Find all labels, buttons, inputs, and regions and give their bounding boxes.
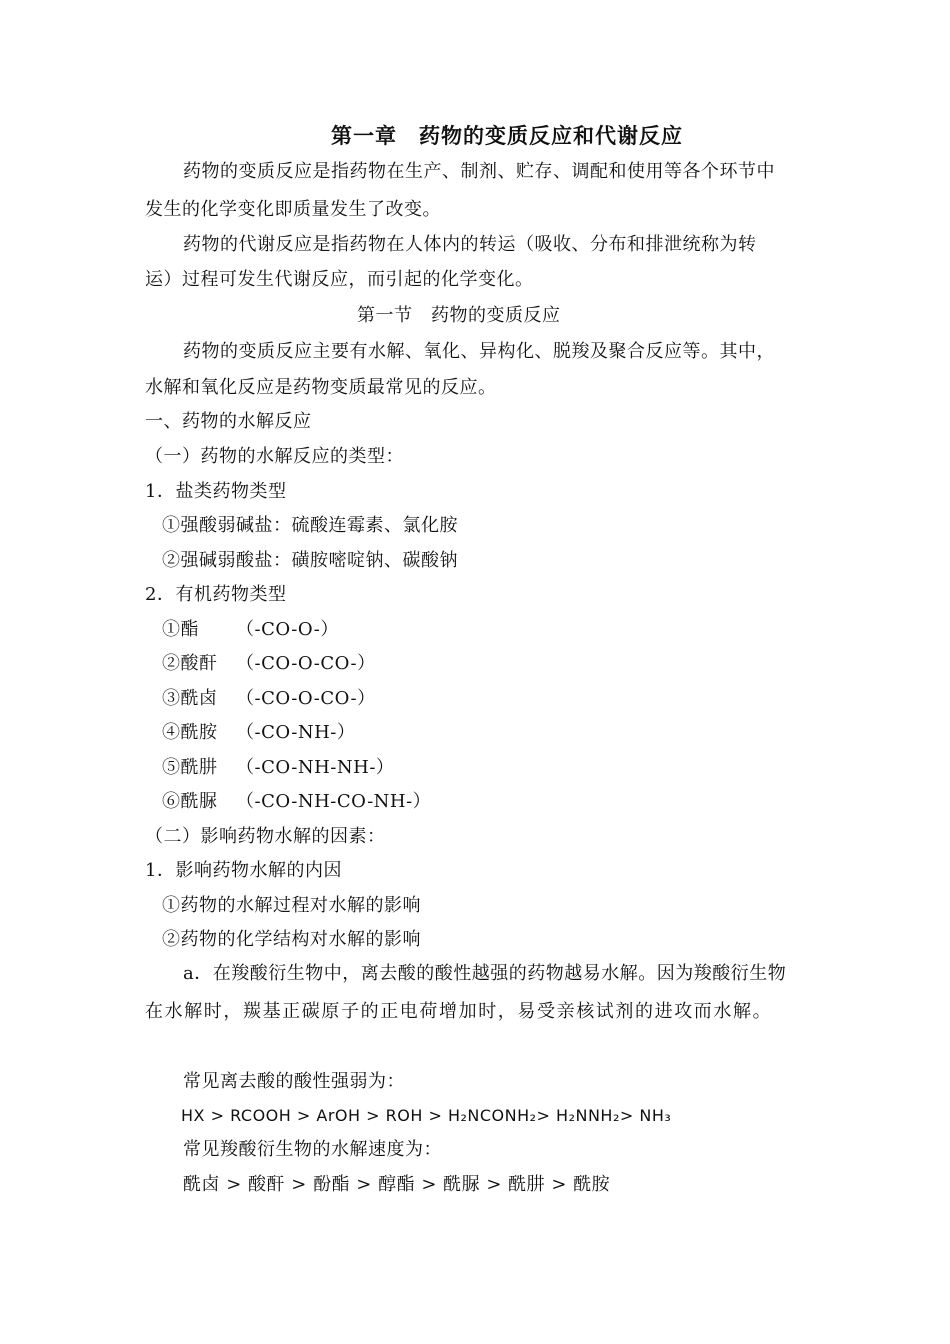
rate-label: 常见羧酸衍生物的水解速度为：: [183, 1139, 442, 1160]
acidity-item: ROH: [385, 1106, 423, 1125]
organic-item-group: （-CO-O-CO-）: [236, 653, 376, 674]
acidity-item: RCOOH: [230, 1106, 292, 1125]
internal-factor-item-2: ②药物的化学结构对水解的影响: [162, 929, 421, 950]
organic-item-group: （-CO-NH-CO-NH-）: [236, 791, 432, 812]
acidity-order: HX > RCOOH > ArOH > ROH > H₂NCONH₂> H₂NNH₂> NH₃: [181, 1106, 672, 1125]
section-paragraph-line-1: 药物的变质反应主要有水解、氧化、异构化、脱羧及聚合反应等。其中，: [183, 341, 775, 362]
internal-factors-heading: 1．影响药物水解的内因: [145, 860, 342, 881]
internal-factor-item-1: ①药物的水解过程对水解的影响: [162, 895, 421, 916]
acidity-item: NH₃: [639, 1106, 672, 1125]
rate-order: 酰卤 > 酸酐 > 酚酯 > 醇酯 > 酰脲 > 酰肼 > 酰胺: [183, 1174, 611, 1195]
chapter-title: 第一章 药物的变质反应和代谢反应: [331, 124, 683, 148]
rate-item: 醇酯: [378, 1174, 416, 1195]
section-heading: 第一节 药物的变质反应: [357, 305, 561, 326]
organic-item-name: ④酰胺: [162, 722, 218, 743]
organic-item-name: ⑤酰肼: [162, 757, 218, 778]
paragraph-a-line-1: a．在羧酸衍生物中，离去酸的酸性越强的药物越易水解。因为羧酸衍生物: [183, 963, 787, 984]
rate-item: 酚酯: [313, 1174, 351, 1195]
rate-item: 酰脲: [443, 1174, 481, 1195]
intro-paragraph-2-line-2: 运）过程可发生代谢反应，而引起的化学变化。: [145, 269, 534, 290]
acidity-item: H₂NCONH₂: [447, 1106, 537, 1125]
acidity-item: H₂NNH₂: [556, 1106, 620, 1125]
paragraph-a-line-2: 在水解时，羰基正碳原子的正电荷增加时，易受亲核试剂的进攻而水解。: [145, 1001, 773, 1022]
organic-item-group: （-CO-NH-）: [236, 722, 356, 743]
organic-item-group: （-CO-O-CO-）: [236, 688, 376, 709]
salt-item-1: ①强酸弱碱盐：硫酸连霉素、氯化胺: [162, 515, 458, 536]
intro-paragraph-2-line-1: 药物的代谢反应是指药物在人体内的转运（吸收、分布和排泄统称为转: [183, 234, 757, 255]
acidity-item: ArOH: [316, 1106, 361, 1125]
intro-paragraph-1-line-1: 药物的变质反应是指药物在生产、制剂、贮存、调配和使用等各个环节中: [183, 161, 775, 182]
rate-item: 酸酐: [248, 1174, 286, 1195]
organic-item-name: ②酸酐: [162, 653, 218, 674]
salt-item-2: ②强碱弱酸盐：磺胺嘧啶钠、碳酸钠: [162, 550, 458, 571]
hydrolysis-factors-heading: （二）影响药物水解的因素：: [145, 826, 386, 847]
rate-item: 酰肼: [508, 1174, 546, 1195]
intro-paragraph-1-line-2: 发生的化学变化即质量发生了改变。: [145, 199, 441, 220]
organic-drugs-heading: 2．有机药物类型: [145, 584, 287, 605]
organic-item-name: ①酯: [162, 619, 199, 640]
acidity-label: 常见离去酸的酸性强弱为：: [183, 1071, 405, 1092]
hydrolysis-types-heading: （一）药物的水解反应的类型：: [145, 446, 404, 467]
rate-item: 酰胺: [573, 1174, 611, 1195]
rate-item: 酰卤: [183, 1174, 220, 1195]
subsection-heading-hydrolysis: 一、药物的水解反应: [145, 411, 312, 432]
organic-item-group: （-CO-O-）: [236, 619, 339, 640]
acidity-item: HX: [181, 1106, 205, 1125]
salt-drugs-heading: 1．盐类药物类型: [145, 481, 287, 502]
organic-item-name: ③酰卤: [162, 688, 218, 709]
organic-item-group: （-CO-NH-NH-）: [236, 757, 395, 778]
organic-item-name: ⑥酰脲: [162, 791, 218, 812]
section-paragraph-line-2: 水解和氧化反应是药物变质最常见的反应。: [145, 377, 497, 398]
